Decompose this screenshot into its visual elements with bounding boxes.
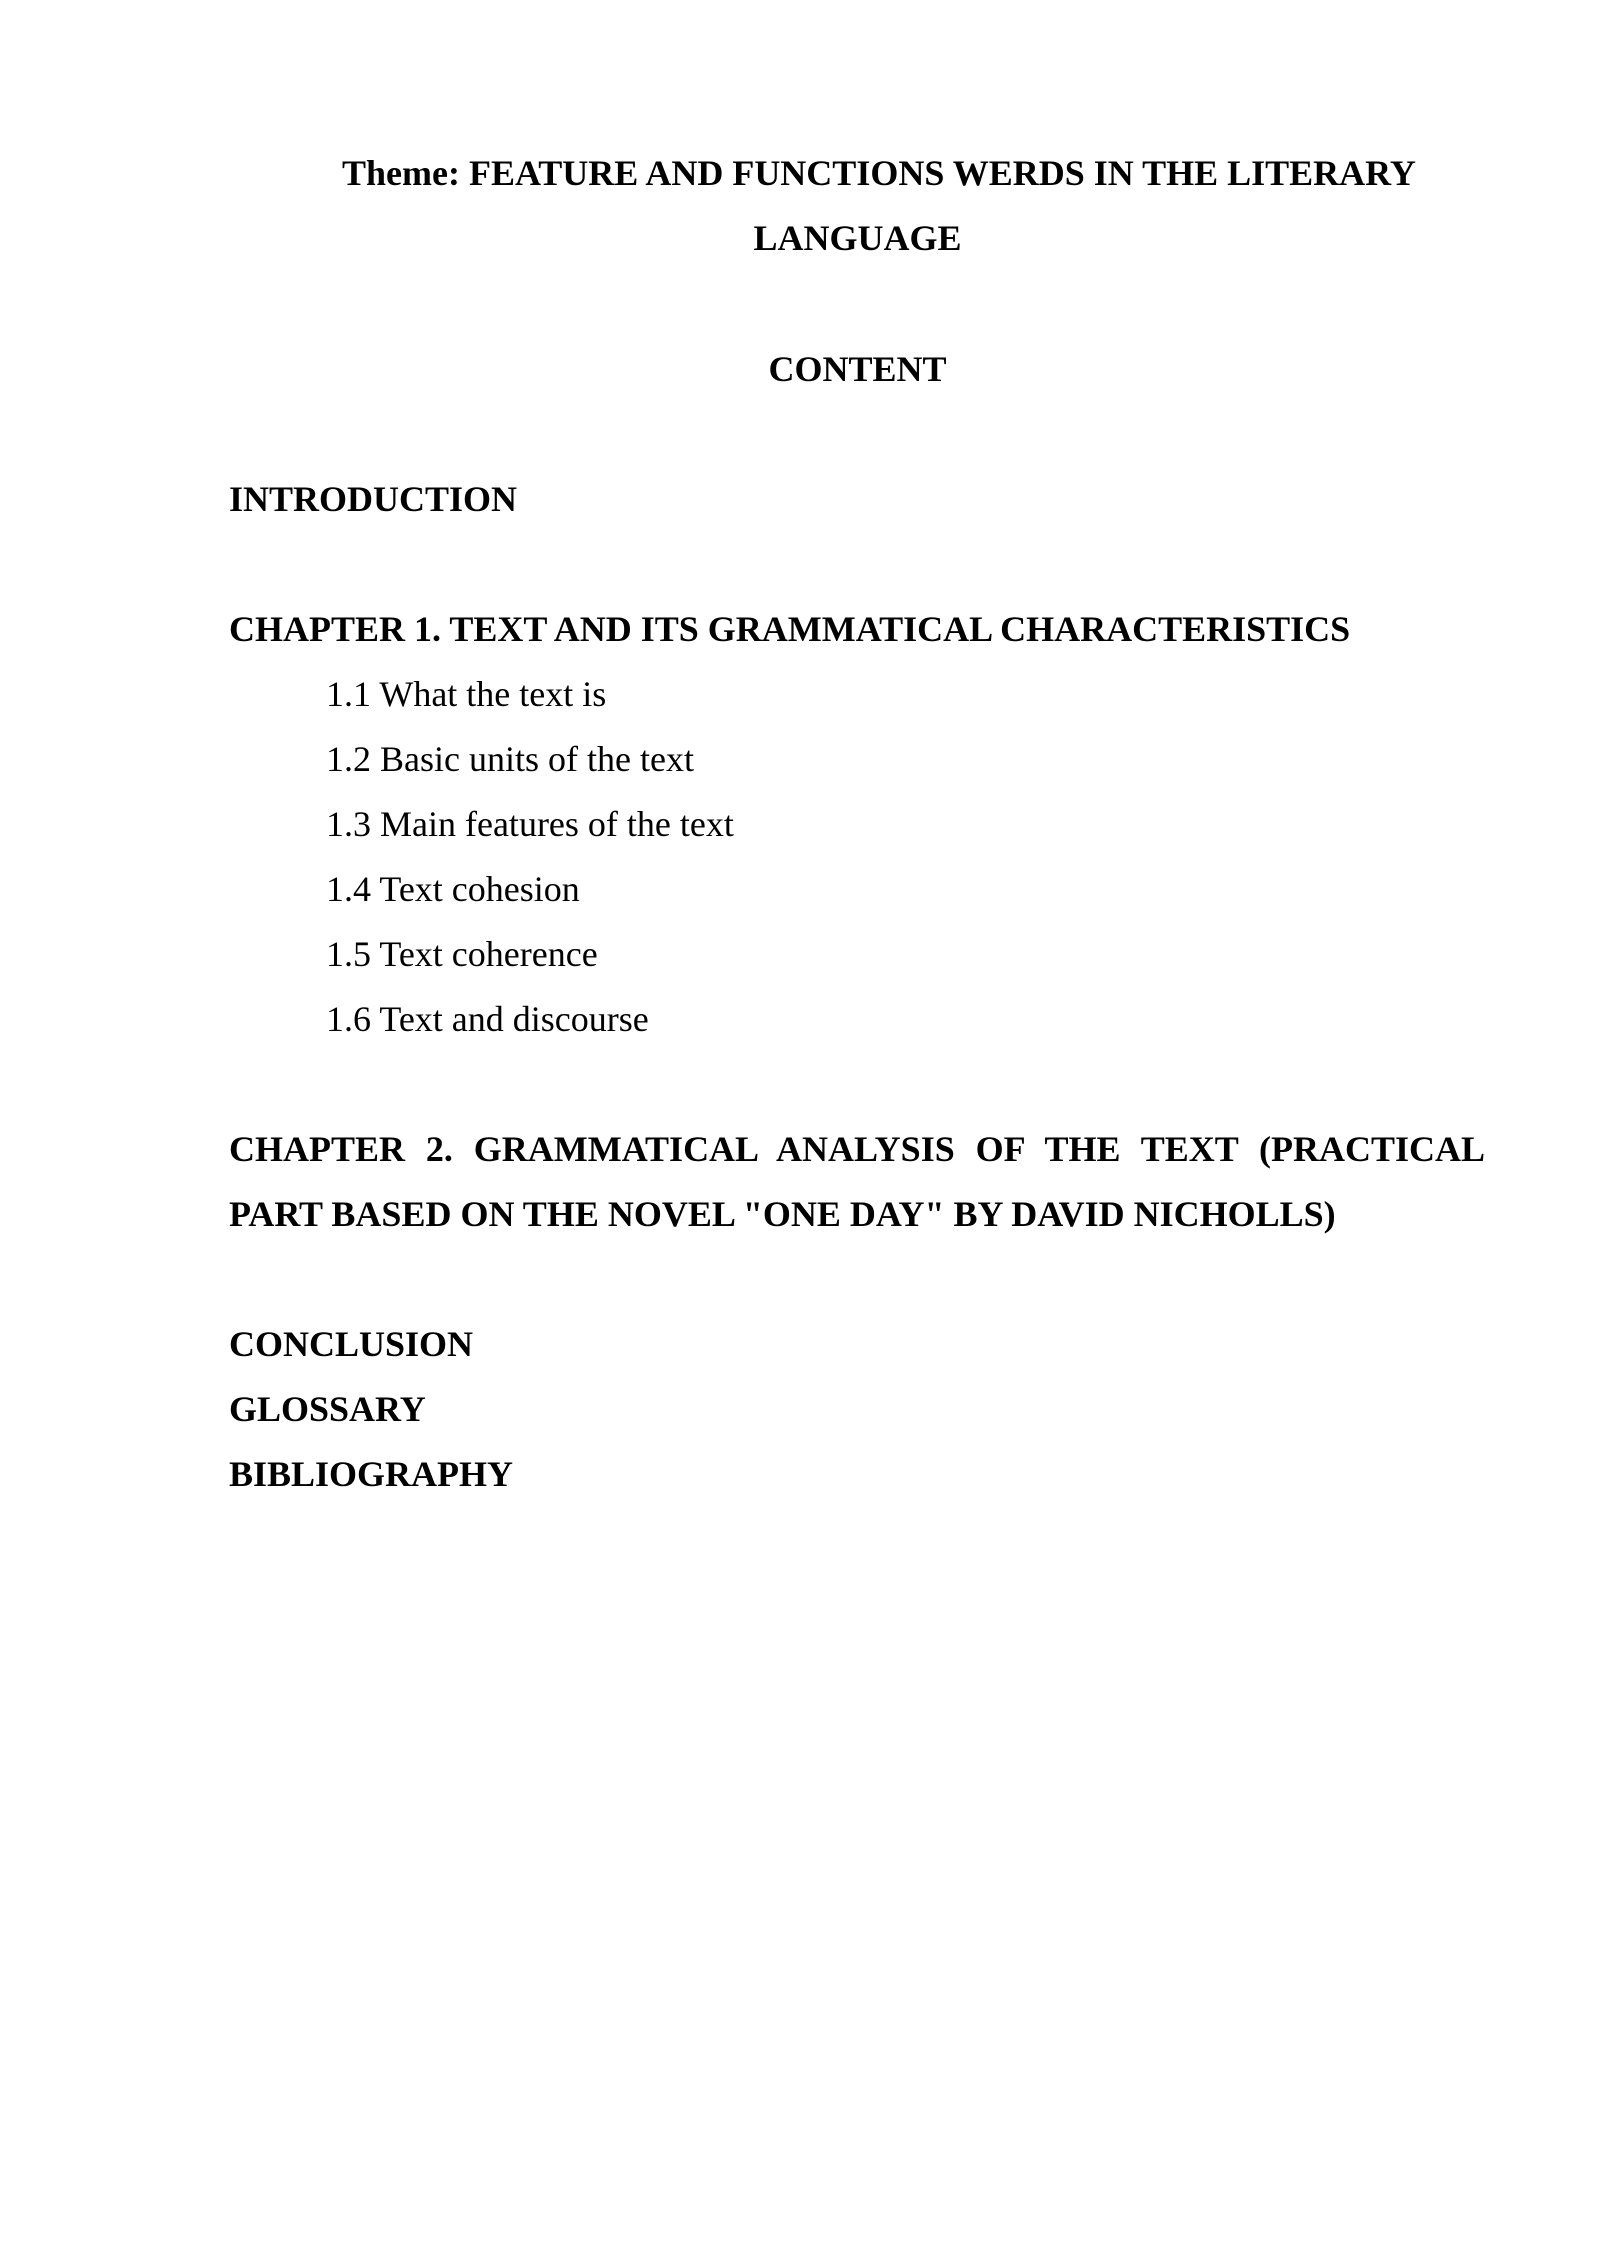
toc-bibliography: BIBLIOGRAPHY <box>229 1454 514 1494</box>
toc-chapter-2-line-1: CHAPTER 2. GRAMMATICAL ANALYSIS OF THE TEXT (PRACTICAL <box>229 1129 1485 1169</box>
toc-section-1-3: 1.3 Main features of the text <box>326 804 734 844</box>
toc-section-1-2: 1.2 Basic units of the text <box>326 739 694 779</box>
toc-section-1-6: 1.6 Text and discourse <box>326 999 649 1039</box>
toc-introduction: INTRODUCTION <box>229 479 518 519</box>
theme-title-line-1: Theme: FEATURE AND FUNCTIONS WERDS IN THE LITERARY <box>342 153 1416 193</box>
content-heading: CONTENT <box>768 349 947 389</box>
toc-conclusion: CONCLUSION <box>229 1324 474 1364</box>
toc-chapter-1: CHAPTER 1. TEXT AND ITS GRAMMATICAL CHARACTERISTICS <box>229 609 1351 649</box>
toc-glossary: GLOSSARY <box>229 1389 426 1429</box>
toc-chapter-2-line-2: PART BASED ON THE NOVEL "ONE DAY" BY DAVID NICHOLLS) <box>229 1194 1336 1234</box>
toc-section-1-5: 1.5 Text coherence <box>326 934 598 974</box>
theme-title-line-2: LANGUAGE <box>753 218 962 258</box>
toc-section-1-1: 1.1 What the text is <box>326 674 607 714</box>
toc-section-1-4: 1.4 Text cohesion <box>326 869 580 909</box>
